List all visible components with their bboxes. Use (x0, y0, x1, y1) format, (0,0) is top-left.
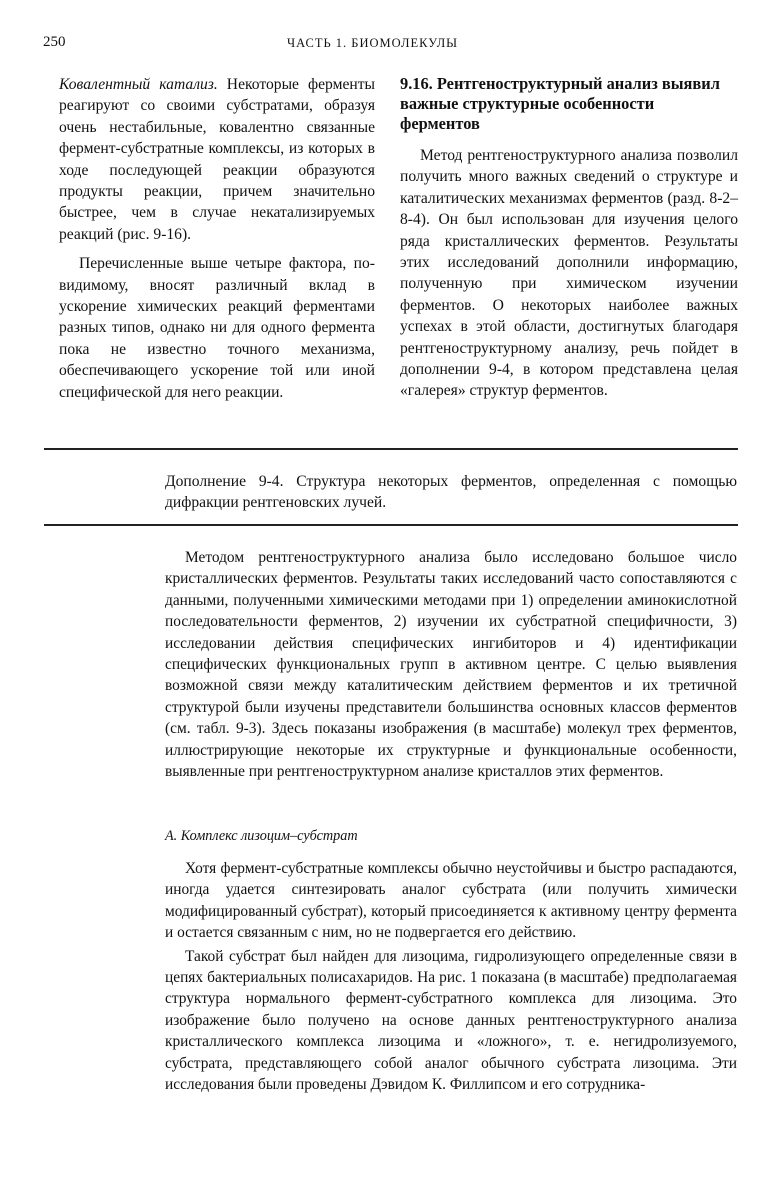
section-body: Метод рентгеноструктурного анализа позволил получить много важных сведений о структуре и каталитических механизмах ферментов (разд. 8-2–8-4). Он был использован для изучения целого ряда кристаллических ферментов. Результаты этих исследований дополнили информацию, полученную при химическом изучении ферментов. О некоторых наиболее важных успехах в этой области, достигнутых благодаря рентгеноструктурному анализу, речь пойдет в дополнении 9-4, в котором представлена целая «галерея» структур ферментов. (400, 147, 738, 400)
left-paragraph-1-text: Некоторые ферменты реагируют со своими субстратами, образуя очень нестабильные, ковалентно связанные фермент-субстратные комплексы, из которых в ходе последующей реакции образуются продукты реакции, причем значительно быстрее, чем в случае некатализируемых реакций (рис. 9-16). (59, 76, 375, 243)
page-number: 250 (43, 34, 66, 50)
right-column (400, 74, 738, 402)
divider-top (44, 448, 738, 450)
divider-bottom (44, 524, 738, 526)
term-covalent-catalysis: Ковалентный катализ. (59, 76, 218, 93)
running-title: ЧАСТЬ 1. БИОМОЛЕКУЛЫ (287, 36, 459, 50)
subsection-heading: А. Комплекс лизоцим–субстрат (165, 828, 358, 844)
supplement-body: Методом рентгеноструктурного анализа было исследовано большое число кристаллических ферментов. Результаты таких исследований часто сопоставляются с данными, полученными химическими методами при 1) определении аминокислотной последовательности ферментов, 2) изучении их субстратной специфичности, 3) исследовании действия специфических ингибиторов и 4) идентификации специфических функциональных групп в активном центре. С целью выявления возможной связи между каталитическим действием ферментов и их третичной структурой были изучены представители большинства основных классов ферментов (см. табл. 9-3). Здесь показаны изображения (в масштабе) молекул трех ферментов, иллюстрирующие некоторые их структурные и функциональные особенности, выявленные при рентгеноструктурном анализе кристаллов этих ферментов. (165, 549, 737, 781)
subsection-paragraph-1: Хотя фермент-субстратные комплексы обычно неустойчивы и быстро распадаются, иногда удается синтезировать аналог субстрата (или получить химически модифицированный субстрат), который присоединяется к активному центру фермента и остается связанным с ним, но не подвергается его действию. (165, 860, 737, 942)
left-paragraph-1 (59, 74, 375, 245)
section-heading: 9.16. Рентгеноструктурный анализ выявил важные структурные особенности ферментов (400, 74, 720, 133)
subsection-paragraph-2: Такой субстрат был найден для лизоцима, гидролизующего определенные связи в цепях бактериальных полисахаридов. На рис. 1 показана (в масштабе) предполагаемая структура нормального фермент-субстратного комплекса для лизоцима. Это изображение было получено на основе данных рентгеноструктурного анализа кристаллического комплекса лизоцима и «ложного», т. е. негидролизуемого, субстрата, представляющего собой аналог обычного субстрата лизоцима. Эти исследования были проведены Дэвидом К. Филлипсом и его сотрудника- (165, 947, 737, 1094)
subsection-body (165, 858, 737, 1095)
supplement-caption: Дополнение 9-4. Структура некоторых ферментов, определенная с помощью дифракции рентгеновских лучей. (165, 473, 737, 511)
left-column (59, 74, 375, 403)
left-paragraph-2: Перечисленные выше четыре фактора, по-видимому, вносят различный вклад в ускорение химических реакций ферментами разных типов, однако ни для одного фермента пока не известно точного механизма, обеспечивающего ускорение той или иной специфической для него реакции. (59, 255, 375, 401)
